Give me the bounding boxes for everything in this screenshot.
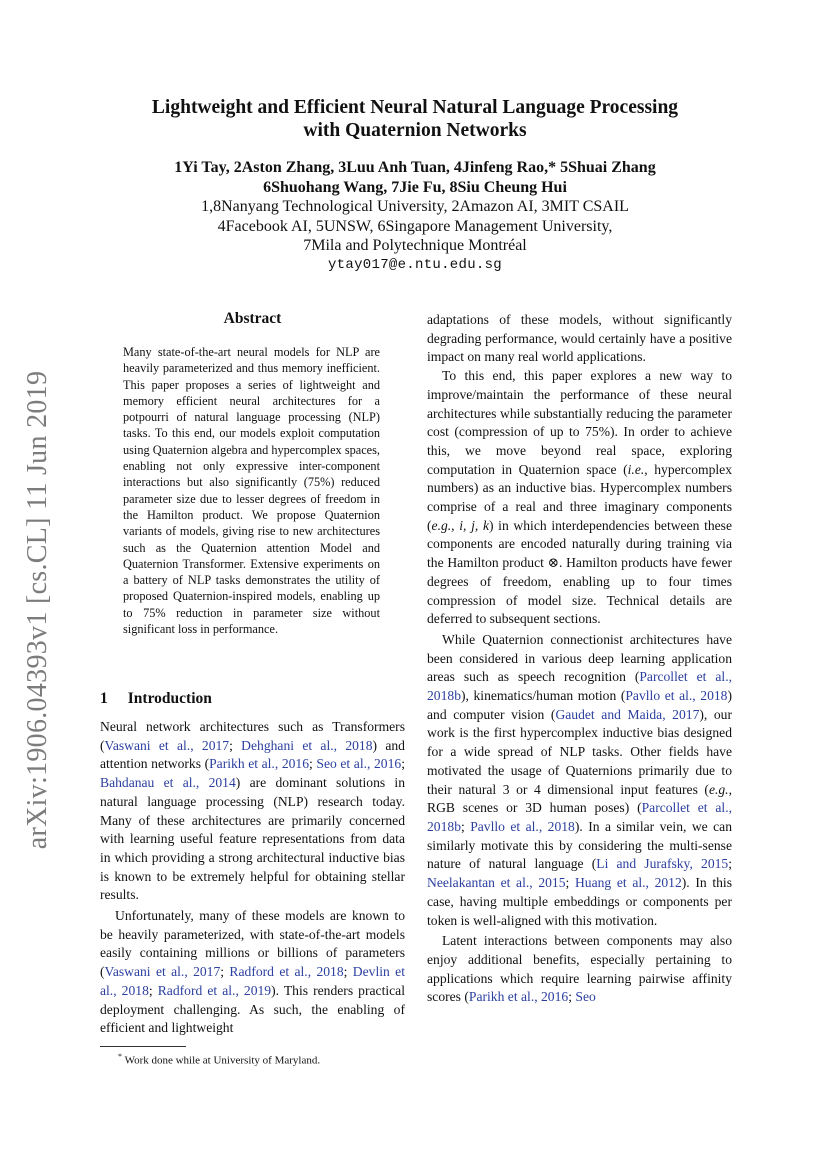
section-heading-introduction bbox=[100, 690, 232, 708]
citation-link[interactable]: Neelakantan et al., 2015 bbox=[427, 875, 566, 891]
citation-link[interactable]: Gaudet and Maida, 2017 bbox=[555, 706, 700, 722]
citation-link[interactable]: Pavllo et al., 2018 bbox=[625, 688, 728, 704]
abstract-body bbox=[123, 344, 380, 637]
arxiv-stamp bbox=[18, 370, 58, 850]
right-paragraph-3: While Quaternion connectionist architectures have been considered in various deep learning application areas such as speech recognition (Parcollet et al., 2018b), kinematics/human motion (Pavllo et al., 2018) and computer vision (Gaudet and Maida, 2017), our work is the first hypercomplex inductive bias designed for a wide spread of NLP tasks. Other fields have motivated the usage of Quaternions primarily due to their natural 3 or 4 dimensional input features (e.g., RGB scenes or 3D human poses) (Parcollet et al., 2018b; Pavllo et al., 2018). In a similar vein, we can similarly motivate this by considering the multi-sense nature of natural language (Li and Jurafsky, 2015; Neelakantan et al., 2015; Huang et al., 2012). In this case, having multiple embeddings or components per token is well-aligned with this motivation. bbox=[427, 631, 733, 928]
author-block bbox=[100, 158, 730, 275]
right-paragraph-2: To this end, this paper explores a new way to improve/maintain the performance of these neural architectures while substantially reducing the parameter cost (compression of up to 75%). In order to achieve this, we move beyond real space, exploring computation in Quaternion space (i.e., hypercomplex numbers) as an inductive bias. Hypercomplex numbers comprise of a real and three imaginary components (e.g., i, j, k) in which interdependencies between these components are encoded naturally during training via the Hamilton product ⊗. Hamilton products have fewer degrees of freedom, enabling up to four times compression of model size. Technical details are deferred to subsequent sections. bbox=[427, 368, 733, 627]
title-line-1: Lightweight and Efficient Neural Natural Language Processing bbox=[151, 97, 679, 118]
citation-link[interactable]: Parikh et al., 2016 bbox=[209, 756, 310, 772]
title-line-2: with Quaternion Networks bbox=[303, 120, 527, 141]
citation-link[interactable]: Devlin et al., 2018 bbox=[100, 964, 405, 998]
author-line-1: 1Yi Tay, 2Aston Zhang, 3Luu Anh Tuan, 4Jinfeng Rao,* 5Shuai Zhang bbox=[174, 159, 656, 176]
citation-link[interactable]: Seo et al., 2016 bbox=[316, 756, 402, 772]
citation-link[interactable]: Vaswani et al., 2017 bbox=[104, 737, 230, 753]
citation-link[interactable]: Radford et al., 2018 bbox=[229, 964, 344, 980]
citation-link[interactable]: Seo bbox=[575, 989, 596, 1005]
citation-link[interactable]: Li and Jurafsky, 2015 bbox=[596, 856, 729, 872]
citation-link[interactable]: Parcollet et al., 2018b bbox=[427, 669, 733, 704]
intro-paragraph-1: Neural network architectures such as Transformers (Vaswani et al., 2017; Dehghani et al., 2018) and attention networks (Parikh et al., 2016; Seo et al., 2016; Bahdanau et al., 2014) are dominant solutions in natural language processing (NLP) research today. Many of these architectures are primarily concerned with learning useful feature representations from data in which providing a strong architectural inductive bias is known to be extremely helpful for obtaining stellar results. bbox=[100, 719, 405, 903]
right-paragraph-1: adaptations of these models, without significantly degrading performance, would certainly have a positive impact on many real world applications. bbox=[427, 312, 732, 365]
abstract-heading: Abstract bbox=[223, 310, 282, 327]
citation-link[interactable]: Pavllo et al., 2018 bbox=[470, 818, 575, 834]
citation-link[interactable]: Parikh et al., 2016 bbox=[468, 989, 569, 1005]
footnote-mark: * bbox=[118, 1052, 122, 1061]
citation-link[interactable]: Radford et al., 2019 bbox=[157, 982, 272, 998]
right-column-body bbox=[427, 311, 732, 1007]
section-number: 1 bbox=[100, 690, 108, 707]
arxiv-stamp-text: arXiv:1906.04393v1 [cs.CL] 11 Jun 2019 bbox=[22, 370, 53, 850]
citation-link[interactable]: Parcollet et al., 2018b bbox=[427, 800, 732, 834]
contact-email: ytay017@e.ntu.edu.sg bbox=[327, 256, 503, 273]
right-paragraph-4: Latent interactions between components may also enjoy additional benefits, especially pertaining to applications which require learning pairwise affinity scores (Parikh et al., 2016; Seo bbox=[427, 933, 732, 1005]
citation-link[interactable]: Vaswani et al., 2017 bbox=[104, 964, 221, 980]
paper-title bbox=[100, 96, 730, 142]
affiliation-line-3: 7Mila and Polytechnique Montréal bbox=[303, 237, 527, 254]
footnote bbox=[118, 1050, 320, 1068]
intro-paragraph-2: Unfortunately, many of these models are known to be heavily parameterized, with state-of-the-art models easily containing millions or billions of parameters (Vaswani et al., 2017; Radford et al., 2018; Devlin et al., 2018; Radford et al., 2019). This renders practical deployment challenging. As such, the enabling of efficient and lightweight bbox=[100, 908, 405, 1036]
affiliation-line-1: 1,8Nanyang Technological University, 2Amazon AI, 3MIT CSAIL bbox=[201, 198, 629, 215]
citation-link[interactable]: Huang et al., 2012 bbox=[574, 875, 682, 891]
footnote-rule bbox=[100, 1046, 186, 1047]
footnote-text: Work done while at University of Maryland. bbox=[124, 1054, 321, 1067]
citation-link[interactable]: Dehghani et al., 2018 bbox=[241, 737, 373, 753]
author-line-2: 6Shuohang Wang, 7Jie Fu, 8Siu Cheung Hui bbox=[263, 178, 567, 196]
left-column-body bbox=[100, 718, 405, 1038]
affiliation-line-2: 4Facebook AI, 5UNSW, 6Singapore Management University, bbox=[217, 217, 613, 235]
section-title: Introduction bbox=[127, 690, 212, 707]
citation-link[interactable]: Bahdanau et al., 2014 bbox=[100, 775, 236, 791]
abstract-text: Many state-of-the-art neural models for NLP are heavily parameterized and thus memory inefficient. This paper proposes a series of lightweight and memory efficient neural architectures for a potpourri of natural language processing (NLP) tasks. To this end, our models exploit computation using Quaternion algebra and hypercomplex spaces, enabling not only expressive inter-component interactions but also significantly (75%) reduced parameter size due to lesser degrees of freedom in the Hamilton product. We propose Quaternion variants of models, giving rise to new architectures such as the Quaternion attention Model and Quaternion Transformer. Extensive experiments on a battery of NLP tasks demonstrates the utility of proposed Quaternion-inspired models, enabling up to 75% reduction in parameter size without significant loss in performance. bbox=[123, 345, 380, 637]
